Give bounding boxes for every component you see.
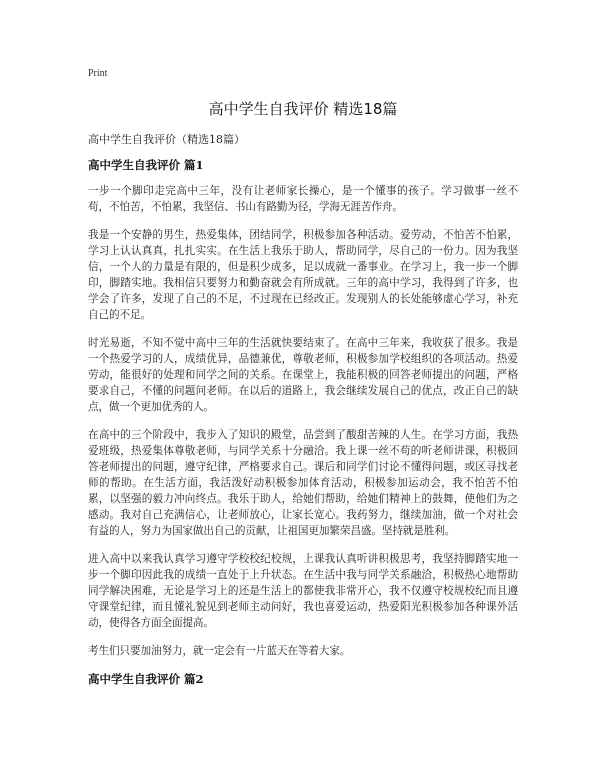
print-link[interactable]: Print (88, 68, 108, 79)
section-1 (88, 157, 518, 659)
paragraph: 我是一个安静的男生，热爱集体，团结同学，积极参加各种活动。爱劳动，不怕苦不怕累，学习上认认真真，扎扎实实。在生活上我乐于助人，帮助同学，尽自己的一份力。因为我坚信，一个人的力量是有限的，但是积少成多，足以成就一番事业。在学习上，我一步一个脚印，脚踏实地。我相信只要努力和勤奋就会有所成就。三年的高中学习，我得到了许多，也学会了许多，发现了自己的不足，不过现在已经改正。发现别人的长处能够虚心学习，补充自己的不足。 (88, 229, 518, 321)
document-page (88, 68, 518, 697)
paragraph: 一步一个脚印走完高中三年，没有让老师家长操心，是一个懂事的孩子。学习做事一丝不苟，不怕苦，不怕累，我坚信、书山有路勤为径，学海无涯苦作舟。 (88, 185, 518, 213)
paragraph: 进入高中以来我认真学习遵守学校校纪校规，上课我认真听讲积极思考，我坚持脚踏实地一步一个脚印因此我的成绩一直处于上升状态。在生活中我与同学关系融洽，积极热心地帮助同学解决困难，无论是学习上的还是生活上的都使我非常开心，我不仅遵守校规校纪而且遵守课堂纪律，而且懂礼貌见到老师主动问好，我也喜爱运动，热爱阳光积极参加各种课外活动，使得各方面全面提高。 (88, 553, 518, 629)
paragraph: 在高中的三个阶段中，我步入了知识的殿堂，品尝到了酸甜苦辣的人生。在学习方面，我热爱班级，热爱集体尊敬老师，与同学关系十分融洽。我上课一丝不苟的听老师讲课，积极回答老师提出的问题，遵守纪律，严格要求自己。课后和同学们讨论不懂得问题，或区寻找老师的帮助。在生活方面，我活泼好动积极参加体育活动，积极参加运动会，我不怕苦不怕累，以坚强的毅力冲向终点。我乐于助人，给她们帮助，给她们精神上的鼓舞，使他们为之感动。我对自己充满信心，让老师放心，让家长宽心。我药努力，继续加油，做一个对社会有益的人，努力为国家做出自己的贡献，让祖国更加繁荣昌盛。坚持就是胜利。 (88, 429, 518, 537)
page-title: 高中学生自我评价 精选18篇 (208, 100, 398, 118)
document-subtitle: 高中学生自我评价（精选18篇） (88, 133, 245, 146)
section-2 (88, 671, 518, 687)
section-heading: 高中学生自我评价 篇2 (88, 672, 204, 686)
paragraph: 考生们只要加油努力，就一定会有一片蓝天在等着大家。 (88, 645, 351, 657)
paragraph: 时光易逝，不知不觉中高中三年的生活就快要结束了。在高中三年来，我收获了很多。我是一个热爱学习的人，成绩优异，品德兼优，尊敬老师，积极参加学校组织的各项活动。热爱劳动，能很好的处理和同学之间的关系。在课堂上，我能积极的回答老师提出的问题，严格要求自己，不懂的问题问老师。在以后的道路上，我会继续发展自己的优点，改正自己的缺点，做一个更加优秀的人。 (88, 337, 518, 413)
section-heading: 高中学生自我评价 篇1 (88, 158, 204, 172)
